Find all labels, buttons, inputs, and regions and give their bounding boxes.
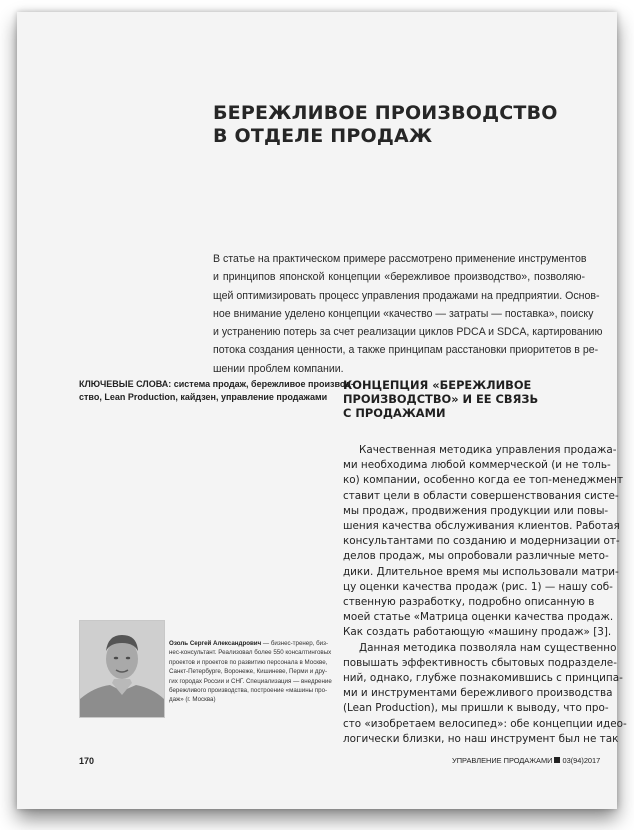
body-line: дики. Длительное время мы использовали матри- bbox=[343, 565, 619, 578]
running-footer bbox=[452, 756, 601, 765]
keywords-block bbox=[79, 378, 354, 404]
body-line: цу оценки качества продаж (рис. 1) — нашу соб- bbox=[343, 580, 613, 593]
abstract-line: и принципов японской концепции «бережливое производство», позволяю- bbox=[213, 271, 585, 284]
abstract-line: и устранению потерь за счет реализации циклов PDCA и SDCA, картированию bbox=[213, 326, 603, 339]
article-title bbox=[213, 102, 573, 148]
bio-line bbox=[169, 639, 329, 648]
body-line: ми и инструментами бережливого производства bbox=[343, 687, 613, 700]
heading-line: КОНЦЕПЦИЯ «БЕРЕЖЛИВОЕ bbox=[343, 378, 532, 392]
body-line: ко) компании, особенно когда ее топ-менеджмент bbox=[343, 474, 624, 487]
body-line: моей статье «Матрица оценки качества продаж. bbox=[343, 611, 614, 624]
body-line: ставит цели в области совершенствования систе- bbox=[343, 489, 619, 502]
author-portrait-image bbox=[80, 621, 164, 717]
bio-line: гих городах России и СНГ. Специализация — внедрение bbox=[169, 677, 332, 685]
body-line: Как создать работающую «машину продаж» [3]. bbox=[343, 626, 612, 639]
bio-line: проектов и проектов по развитию персонала в Москве, bbox=[169, 658, 328, 666]
abstract-line: ное внимание уделено концепции «качество — затраты — поставка», поиску bbox=[213, 307, 594, 320]
body-line: ми необходима любой коммерческой (и не толь- bbox=[343, 459, 611, 472]
bio-text: — бизнес-тренер, биз- bbox=[261, 640, 329, 647]
body-line: (Lean Production), мы пришли к выводу, что про- bbox=[343, 702, 609, 715]
body-line: повышать эффективность сбытовых подразделе- bbox=[343, 656, 617, 669]
keywords-line bbox=[79, 378, 354, 391]
keywords-label: КЛЮЧЕВЫЕ СЛОВА: bbox=[79, 379, 172, 389]
body-line: шения качества обслуживания клиентов. Работая bbox=[343, 520, 620, 533]
bio-line: даж» (г. Москва) bbox=[169, 696, 216, 704]
body-line: делов продаж, мы опробовали различные мето- bbox=[343, 550, 609, 563]
heading-line: С ПРОДАЖАМИ bbox=[343, 406, 446, 420]
bio-line: Санкт-Петербурге, Воронеже, Кишиневе, Перми и дру- bbox=[169, 668, 328, 676]
abstract-line: щей оптимизировать процесс управления продажами на предприятии. Основ- bbox=[213, 289, 600, 302]
magazine-page bbox=[17, 12, 627, 809]
body-line: ственную разработку, подробно описанную в bbox=[343, 596, 595, 609]
author-name: Озоль Сергей Александрович bbox=[169, 640, 262, 647]
abstract-line: потока создания ценности, а также принципам расстановки приоритетов в ре- bbox=[213, 344, 599, 357]
author-photo bbox=[79, 620, 165, 718]
body-column bbox=[343, 443, 627, 747]
abstract-line: шении проблем компании. bbox=[213, 362, 344, 375]
body-line: мы продаж, продвижения продукции или повы- bbox=[343, 504, 609, 517]
body-line: консультантами по созданию и модернизации от- bbox=[343, 535, 620, 548]
separator-square-icon bbox=[554, 757, 560, 763]
keywords-line: ство, Lean Production, кайдзен, управление продажами bbox=[79, 392, 328, 402]
bio-line: бережливого производства, построение «машины про- bbox=[169, 687, 328, 695]
journal-name: УПРАВЛЕНИЕ ПРОДАЖАМИ bbox=[452, 756, 553, 765]
body-line: Данная методика позволяла нам существенно bbox=[359, 641, 617, 654]
bio-line: нес-консультант. Реализовал более 550 консалтинговых bbox=[169, 649, 332, 657]
author-bio bbox=[169, 639, 332, 705]
article-abstract bbox=[213, 250, 603, 378]
body-line: логически близки, но наш инструмент был не так bbox=[343, 732, 619, 745]
page-number: 170 bbox=[79, 756, 95, 766]
issue-number: 03(94)2017 bbox=[562, 756, 601, 765]
title-line: БЕРЕЖЛИВОЕ ПРОИЗВОДСТВО bbox=[213, 102, 558, 124]
keywords-text: система продаж, бережливое производ- bbox=[171, 379, 354, 389]
body-line: ний, однако, глубже познакомившись с принципа- bbox=[343, 672, 623, 685]
title-line: В ОТДЕЛЕ ПРОДАЖ bbox=[213, 125, 433, 147]
body-line: сто «изобретаем велосипед»: обе концепции идео- bbox=[343, 717, 627, 730]
heading-line: ПРОИЗВОДСТВО» И ЕЕ СВЯЗЬ bbox=[343, 392, 539, 406]
abstract-line: В статье на практическом примере рассмотрено применение инструментов bbox=[213, 253, 587, 265]
body-line: Качественная методика управления продажа- bbox=[359, 444, 617, 456]
section-heading bbox=[343, 378, 593, 420]
